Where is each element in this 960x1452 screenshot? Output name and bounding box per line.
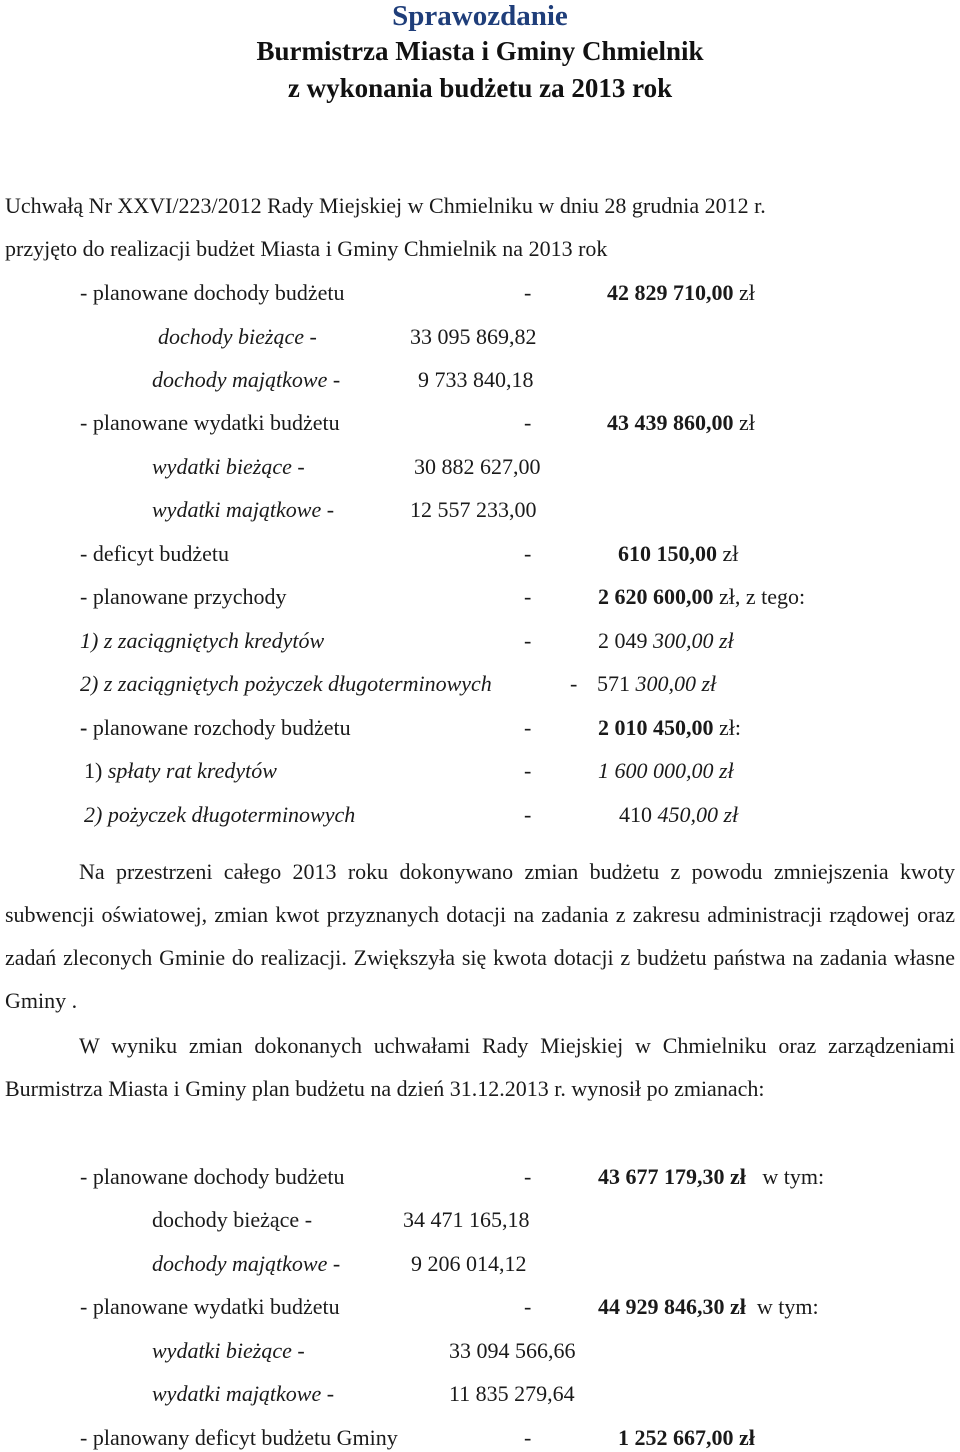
after-income-dash: -: [524, 1164, 532, 1189]
plan-credits-label: 1) z zaciągniętych kredytów: [80, 628, 325, 653]
plan-deficit-label: - deficyt budżetu: [80, 541, 230, 566]
plan-credits-dash: -: [524, 628, 532, 653]
plan-capital-expenses-value: 12 557 233,00: [410, 497, 537, 522]
after-current-expenses-value: 33 094 566,66: [449, 1338, 576, 1363]
plan-capital-income-value: 9 733 840,18: [418, 367, 534, 392]
after-current-income-value: 34 471 165,18: [403, 1207, 530, 1232]
document-subtitle-author: Burmistrza Miasta i Gminy Chmielnik: [256, 36, 704, 66]
plan-longterm-loans-value-rest: 450,00 zł: [657, 802, 739, 827]
plan-deficit-value: 610 150,00: [618, 541, 717, 566]
plan-revenue-dash: -: [524, 584, 532, 609]
after-capital-expenses-label: wydatki majątkowe -: [152, 1381, 335, 1406]
plan-longterm-loans-dash: -: [524, 802, 532, 827]
plan-revenue-amount: [598, 583, 805, 611]
plan-repayments-text: spłaty rat kredytów: [107, 758, 277, 783]
plan-revenue-value: 2 620 600,00: [598, 584, 714, 609]
after-expenses-label: - planowane wydatki budżetu: [80, 1294, 340, 1319]
plan-deficit-unit: zł: [722, 541, 739, 566]
after-expenses-dash: -: [524, 1294, 532, 1319]
paragraph-after-changes: [5, 1024, 955, 1110]
plan-expenses-unit: zł: [739, 410, 755, 435]
plan-loans-value-rest: 300,00 zł: [635, 671, 717, 696]
plan-longterm-loans-amount: [619, 801, 738, 829]
plan-revenue-label: - planowane przychody: [80, 584, 287, 609]
plan-longterm-loans-label: 2) pożyczek długoterminowych: [84, 802, 356, 827]
intro-line-resolution: Uchwałą Nr XXVI/223/2012 Rady Miejskiej w Chmielniku w dniu 28 grudnia 2012 r.: [5, 193, 766, 218]
plan-loans-amount: [597, 670, 716, 698]
plan-repayments-number: 1): [84, 758, 108, 783]
after-current-expenses-label: wydatki bieżące -: [152, 1338, 305, 1363]
plan-credits-amount: [598, 627, 734, 655]
after-expenses-amount: [598, 1293, 819, 1321]
plan-credits-value-rest: 300,00 zł: [653, 628, 734, 653]
plan-expenses-dash: -: [524, 410, 532, 435]
plan-credits-value-main: 2 049: [598, 628, 653, 653]
plan-longterm-loans-value-main: 410: [619, 802, 658, 827]
after-deficit-label: - planowany deficyt budżetu Gminy: [80, 1425, 398, 1450]
plan-deficit-dash: -: [524, 541, 532, 566]
plan-loans-label: 2) z zaciągniętych pożyczek długoterminowych: [80, 671, 492, 696]
plan-income-value: 42 829 710,00: [607, 280, 734, 305]
plan-outflows-unit: zł:: [719, 715, 741, 740]
plan-revenue-unit: zł, z tego:: [719, 584, 806, 609]
after-current-income-label: dochody bieżące -: [152, 1207, 313, 1232]
document-title: Sprawozdanie: [392, 0, 568, 32]
plan-current-income-value: 33 095 869,82: [410, 324, 537, 349]
plan-income-unit: zł: [739, 280, 755, 305]
plan-outflows-value: 2 010 450,00: [598, 715, 714, 740]
after-deficit-value: 1 252 667,00 zł: [618, 1425, 755, 1450]
plan-outflows-dash: -: [524, 715, 532, 740]
plan-outflows-label: [80, 714, 351, 742]
plan-expenses-amount: [607, 409, 755, 437]
after-capital-income-value: 9 206 014,12: [411, 1251, 527, 1276]
plan-repayments-dash: -: [524, 758, 532, 783]
plan-income-amount: [607, 279, 755, 307]
plan-repayments-label: [84, 757, 277, 785]
after-income-label: - planowane dochody budżetu: [80, 1164, 345, 1189]
plan-outflows-text: planowane rozchody budżetu: [87, 715, 351, 740]
plan-current-expenses-label: wydatki bieżące -: [152, 454, 305, 479]
plan-repayments-value: 1 600 000,00 zł: [598, 758, 734, 783]
plan-income-label: - planowane dochody budżetu: [80, 280, 345, 305]
after-income-suffix: w tym:: [762, 1164, 825, 1189]
after-income-value: 43 677 179,30 zł: [598, 1164, 746, 1189]
after-expenses-value: 44 929 846,30 zł: [598, 1294, 746, 1319]
after-capital-expenses-value: 11 835 279,64: [449, 1381, 575, 1406]
plan-current-income-label: dochody bieżące -: [158, 324, 317, 349]
plan-income-dash: -: [524, 280, 532, 305]
plan-expenses-label: - planowane wydatki budżetu: [80, 410, 340, 435]
paragraph-changes: [5, 850, 955, 1022]
plan-loans-value-main: 571: [597, 671, 636, 696]
after-capital-income-label: dochody majątkowe -: [152, 1251, 341, 1276]
after-deficit-dash: -: [524, 1425, 532, 1450]
paragraph-changes-text: Na przestrzeni całego 2013 roku dokonywano zmian budżetu z powodu zmniejszenia kwoty subwencji oświatowej, zmian kwot przyznanych dotacji na zadania z zakresu administracji rządowej oraz zadań zleconych Gminie do realizacji. Zwiększyła się kwota dotacji z budżetu państwa na zadania własne Gminy .: [5, 859, 955, 1013]
plan-capital-expenses-label: wydatki majątkowe -: [152, 497, 335, 522]
plan-loans-dash: -: [570, 671, 578, 696]
plan-expenses-value: 43 439 860,00: [607, 410, 734, 435]
document-subtitle-scope: z wykonania budżetu za 2013 rok: [287, 73, 673, 103]
after-income-amount: [598, 1163, 824, 1191]
paragraph-after-changes-text: W wyniku zmian dokonanych uchwałami Rady Miejskiej w Chmielniku oraz zarządzeniami Burmistrza Miasta i Gminy plan budżetu na dzień 31.12.2013 r. wynosił po zmianach:: [5, 1033, 955, 1101]
intro-line-adoption: przyjęto do realizacji budżet Miasta i Gminy Chmielnik na 2013 rok: [5, 236, 608, 261]
plan-deficit-amount: [618, 540, 738, 568]
plan-outflows-amount: [598, 714, 741, 742]
plan-capital-income-label: dochody majątkowe -: [152, 367, 341, 392]
plan-current-expenses-value: 30 882 627,00: [414, 454, 541, 479]
after-expenses-suffix: w tym:: [756, 1294, 819, 1319]
plan-outflows-lead-dash: -: [80, 715, 88, 740]
